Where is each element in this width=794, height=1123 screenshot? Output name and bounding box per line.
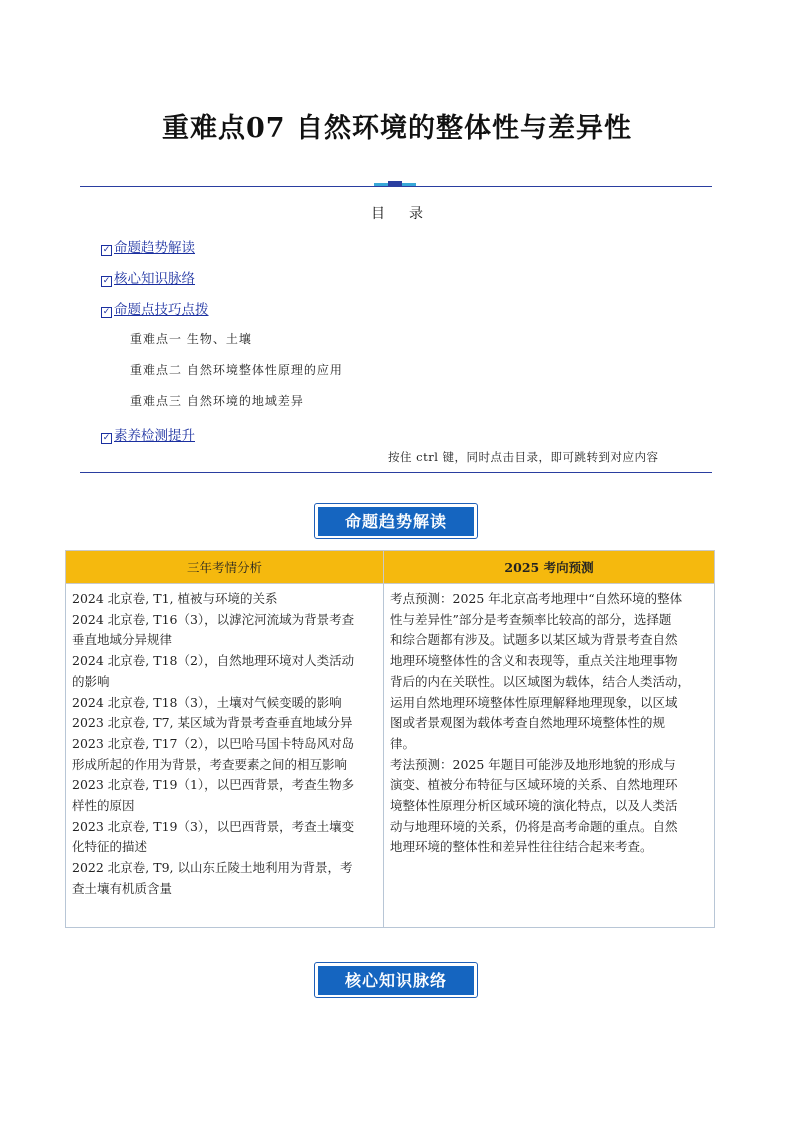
toc-subitem-1[interactable]: 重难点一 生物、土壤 — [130, 332, 252, 346]
dots-icon — [364, 496, 384, 500]
toc-item-label: 命题趋势解读 — [114, 240, 195, 256]
section-banner-knowledge — [314, 962, 478, 998]
forecast-line: 考法预测：2025 年题目可能涉及地形地貌的形成与 — [390, 756, 676, 772]
analysis-line: 形成所起的作用为背景，考查要素之间的相互影响 — [72, 756, 348, 772]
forecast-line: 地理环境整体性的含义和表现等，重点关注地理事物 — [390, 653, 678, 669]
dots-icon — [364, 955, 384, 959]
toc-item-label: 素养检测提升 — [114, 428, 195, 444]
analysis-line: 2024 北京卷, T16（3），以滹沱河流域为背景考查 — [72, 611, 355, 627]
toc-item-trend[interactable] — [101, 236, 195, 256]
analysis-line: 2023 北京卷, T19（1），以巴西背景，考查生物多 — [72, 777, 355, 793]
table-header-analysis: 三年考情分析 — [66, 551, 384, 584]
checkbox-icon: ✓ — [102, 276, 111, 286]
forecast-line: 律。 — [390, 735, 416, 751]
trend-table — [65, 550, 715, 928]
forecast-line: 和综合题都有涉及。试题多以某区域为背景考查自然 — [390, 632, 678, 648]
analysis-line: 2024 北京卷, T1, 植被与环境的关系 — [72, 591, 278, 606]
header-rule-bottom — [80, 472, 712, 473]
toc-heading: 目录 — [371, 206, 447, 222]
toc-item-knowledge[interactable] — [101, 267, 195, 287]
analysis-line: 2023 北京卷, T7, 某区域为背景考查垂直地域分异 — [72, 715, 353, 731]
analysis-line: 化特征的描述 — [72, 839, 148, 855]
analysis-line: 2023 北京卷, T17（2），以巴哈马国卡特岛风对岛 — [72, 735, 355, 751]
section-banner-trend — [314, 503, 478, 539]
toc-item-label: 命题点技巧点拨 — [114, 302, 209, 318]
forecast-line: 图或者景观图为载体考查自然地理环境整体性的规 — [390, 715, 666, 731]
forecast-line: 演变、植被分布特征与区域环境的关系、自然地理环 — [390, 777, 678, 793]
forecast-line: 境整体性原理分析区域环境的演化特点，以及人类活 — [390, 798, 678, 814]
analysis-line: 垂直地域分异规律 — [72, 632, 173, 648]
checkbox-icon: ✓ — [102, 307, 111, 317]
rule-ornament — [374, 181, 416, 187]
section-banner-label: 命题趋势解读 — [318, 507, 474, 536]
toc-subitem-3[interactable]: 重难点三 自然环境的地域差异 — [130, 394, 304, 408]
analysis-line: 2022 北京卷, T9, 以山东丘陵土地利用为背景，考 — [72, 860, 353, 876]
toc-hint: 按住 ctrl 键，同时点击目录，即可跳转到对应内容 — [388, 450, 659, 464]
section-banner-label: 核心知识脉络 — [318, 966, 474, 995]
analysis-line: 2024 北京卷, T18（3），土壤对气候变暖的影响 — [72, 694, 342, 710]
forecast-cell — [384, 584, 715, 928]
page-title: 重难点07 自然环境的整体性与差异性 — [162, 113, 632, 144]
analysis-cell — [66, 584, 384, 928]
toc-item-skills[interactable] — [101, 298, 209, 318]
toc-item-label: 核心知识脉络 — [114, 271, 195, 287]
analysis-line: 查土壤有机质含量 — [72, 880, 173, 896]
forecast-line: 背后的内在关联性。以区域图为载体，结合人类活动， — [390, 673, 691, 689]
forecast-line: 性与差异性”部分是考查频率比较高的部分，选择题 — [390, 611, 672, 627]
forecast-line: 运用自然地理环境整体性原理解释地理现象，以区域 — [390, 694, 678, 710]
analysis-line: 2023 北京卷, T19（3），以巴西背景，考查土壤变 — [72, 818, 355, 834]
forecast-line: 考点预测：2025 年北京高考地理中“自然环境的整体 — [390, 591, 683, 606]
analysis-line: 2024 北京卷, T18（2），自然地理环境对人类活动 — [72, 653, 355, 669]
checkbox-icon: ✓ — [102, 433, 111, 443]
forecast-line: 动与地理环境的关系，仍将是高考命题的重点。自然 — [390, 818, 678, 834]
toc-item-assessment[interactable] — [101, 424, 195, 444]
analysis-line: 样性的原因 — [72, 798, 135, 814]
analysis-line: 的影响 — [72, 673, 110, 689]
forecast-line: 地理环境的整体性和差异性往往结合起来考查。 — [390, 839, 653, 855]
checkbox-icon: ✓ — [102, 245, 111, 255]
table-header-forecast: 2025 考向预测 — [384, 551, 715, 584]
toc-subitem-2[interactable]: 重难点二 自然环境整体性原理的应用 — [130, 363, 343, 377]
